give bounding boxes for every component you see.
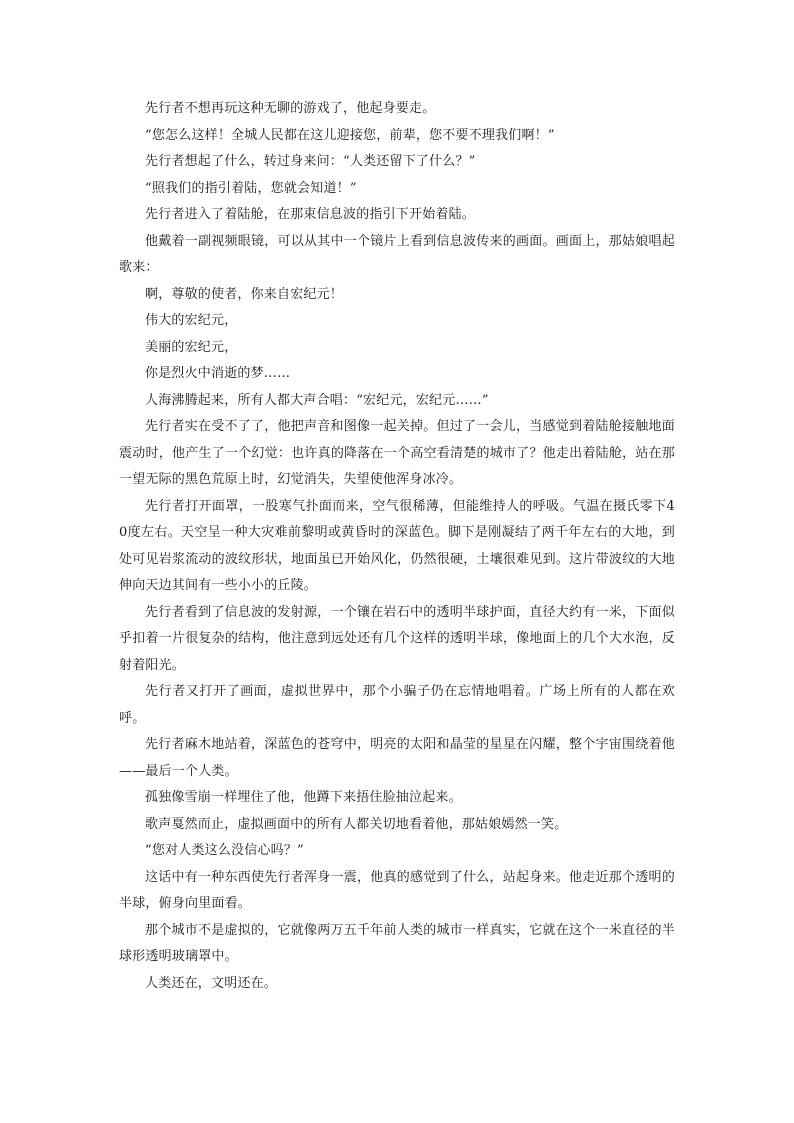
paragraph: 先行者又打开了画面，虚拟世界中，那个小骗子仍在忘情地唱着。广场上所有的人都在欢呼。 — [119, 684, 675, 726]
paragraph: 这话中有一种东西使先行者浑身一震，他真的感觉到了什么，站起身来。他走近那个透明的半球，俯身向里面看。 — [119, 869, 675, 911]
paragraph: “您对人类这么没信心吗？” — [145, 843, 304, 858]
paragraph: 先行者打开面罩，一股寒气扑面而来，空气很稀薄，但能维持人的呼吸。气温在摄氏零下40度左右。天空呈一种大灾难前黎明或黄昏时的深蓝色。脚下是刚凝结了两千年左右的大地，到处可见岩浆流动的波纹形状，地面虽已开始风化，仍然很硬，土壤很难见到。这片带波纹的大地伸向天边其间有一些小小的丘陵。 — [119, 498, 675, 593]
paragraph: 先行者进入了着陆舱，在那束信息波的指引下开始着陆。 — [145, 207, 476, 222]
song-line: 美丽的宏纪元， — [145, 339, 238, 355]
paragraph: 人海沸腾起来，所有人都大声合唱：“宏纪元，宏纪元……” — [145, 392, 489, 408]
story-text — [119, 96, 675, 997]
paragraph: “您怎么这样！全城人民都在这儿迎接您，前辈，您不要不理我们啊！” — [145, 127, 555, 143]
paragraph: 先行者不想再玩这种无聊的游戏了，他起身要走。 — [145, 101, 436, 116]
song-line: 你是烈火中消逝的梦…… — [145, 366, 291, 381]
paragraph: 人类还在，文明还在。 — [145, 975, 278, 991]
paragraph: 那个城市不是虚拟的，它就像两万五千年前人类的城市一样真实，它就在这个一米直径的半球形透明玻璃罩中。 — [119, 922, 675, 964]
paragraph: 先行者看到了信息波的发射源，一个镶在岩石中的透明半球护面，直径大约有一米，下面似乎扣着一片很复杂的结构，他注意到远处还有几个这样的透明半球，像地面上的几个大水泡，反射着阳光。 — [119, 604, 675, 673]
song-line: 伟大的宏纪元， — [145, 313, 238, 328]
paragraph: 歌声戛然而止，虚拟画面中的所有人都关切地看着他，那姑娘嫣然一笑。 — [145, 816, 568, 832]
paragraph: 先行者麻木地站着，深蓝色的苍穹中，明亮的太阳和晶莹的星星在闪耀，整个宇宙围绕着他——最后一个人类。 — [119, 737, 675, 779]
paragraph: “照我们的指引着陆，您就会知道！” — [145, 180, 357, 196]
paragraph: 孤独像雪崩一样埋住了他，他蹲下来捂住脸抽泣起来。 — [145, 790, 462, 805]
song-line: 啊，尊敬的使者，你来自宏纪元！ — [145, 286, 344, 302]
paragraph: 先行者想起了什么，转过身来问：“人类还留下了什么？” — [145, 154, 476, 169]
paragraph: 他戴着一副视频眼镜，可以从其中一个镜片上看到信息波传来的画面。画面上，那姑娘唱起歌来： — [119, 233, 675, 275]
paragraph: 先行者实在受不了了，他把声音和图像一起关掉。但过了一会儿，当感觉到着陆舱接触地面震动时，他产生了一个幻觉：也许真的降落在一个高空看清楚的城市了？他走出着陆舱，站在那一望无际的黑色荒原上时，幻觉消失，失望使他浑身冰冷。 — [119, 419, 675, 487]
